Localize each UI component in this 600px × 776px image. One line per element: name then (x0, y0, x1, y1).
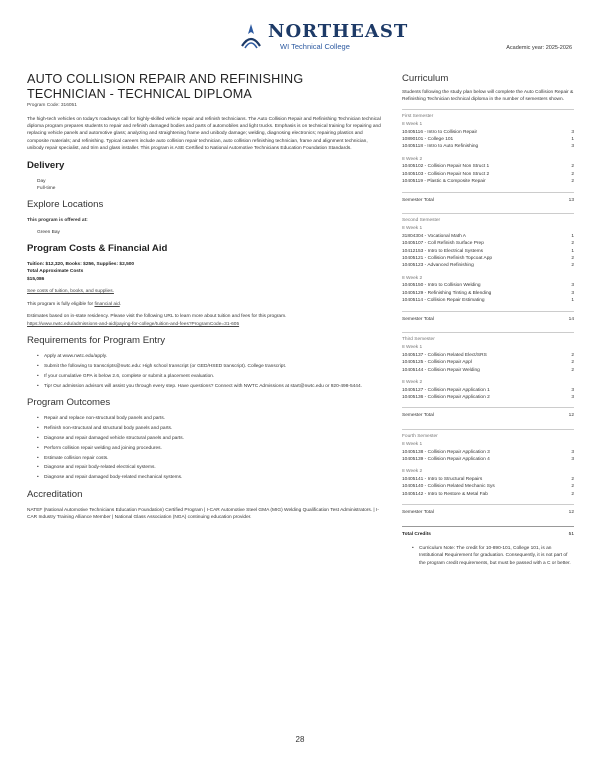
week-label: 8 Week 2 (402, 156, 423, 162)
course-row (402, 255, 574, 262)
semester-total-value: 14 (568, 316, 574, 322)
course-name: 10405119 - Plastic & Composite Repair (402, 179, 486, 185)
aid-suffix: . (119, 301, 122, 307)
course-row (402, 449, 574, 456)
course-credits: 2 (571, 241, 574, 247)
list-item: • Estimate collision repair costs. (37, 455, 383, 462)
course-row (402, 367, 574, 374)
total-credits-value: 51 (568, 531, 574, 537)
list-item: • Diagnose and repair damaged body-related mechanical systems. (37, 474, 383, 481)
course-name: 10405144 - Collision Repair Welding (402, 367, 480, 373)
course-credits: 2 (571, 171, 574, 177)
course-row (402, 262, 574, 269)
course-credits: 3 (571, 144, 574, 150)
course-name: 10405121 - Collision Refinish Topcoat App (402, 256, 493, 262)
semester-total-label: Semester Total (402, 316, 434, 322)
offered-at-label: This program is offered at: (27, 218, 88, 224)
course-credits: 2 (571, 491, 574, 497)
list-item: • Diagnose and repair body-related electrical systems. (37, 464, 383, 471)
program-description: The high-tech vehicles on today's roadways call for highly-skilled vehicle repair and refinish technicians. The Auto Collision Repair and Refinishing Technician technical diploma program prepares students to repair and refinish damaged bodies and parts of automobiles and light trucks. Emphasis is on technical training for repairing and replacing vehicle panels and automotive glass; analyzing and straightening frame and unibody damage; welding, diagnosing electronics; repairing plastics and composite materials; and refinishing. Typical careers include auto collision repair technician, auto collision refinishing technician, frame and alignment technician, unibody repair specialist, and trim and glass installer. This program is ASE Certified to National Automotive Technicians Education Foundation Standards. (27, 116, 381, 152)
course-row (402, 297, 574, 304)
semester-block (402, 429, 574, 521)
week-label: 8 Week 2 (402, 275, 423, 281)
course-name: 10405103 - Collision Repair Non Struct 2 (402, 171, 490, 177)
course-credits: 1 (571, 233, 574, 239)
accreditation-heading: Accreditation (27, 488, 83, 500)
course-name: 10405107 - Coll Refinish Surface Prep (402, 241, 484, 247)
semester-block (402, 332, 574, 424)
delivery-heading: Delivery (27, 159, 65, 171)
list-item: • Tip! Our admission advisors will assist you through every step. Have questions? Connect with NWTC Admissions at start@nwtc.edu or 920-498-5444. (37, 383, 383, 390)
course-credits: 3 (571, 387, 574, 393)
course-row (402, 282, 574, 289)
aid-prefix: This program is fully eligible for (27, 301, 95, 307)
curriculum-intro: Students following the study plan below will complete the Auto Collision Repair & Refinishing Technician technical diploma in the number of semesters shown. (402, 89, 574, 103)
course-credits: 2 (571, 367, 574, 373)
list-item: • Repair and replace non-structural body panels and parts. (37, 415, 383, 422)
course-name: 10405139 - Collision Repair Application 4 (402, 457, 490, 463)
course-row (402, 129, 574, 136)
curriculum-note: • Curriculum Note: The credit for 10-890-101, College 101, is an Institutional Requirement for graduation. Consequently, it is not part of the program credit requirements, but must be passed with a C or better. (412, 545, 574, 567)
course-credits: 3 (571, 283, 574, 289)
semester-total (402, 311, 574, 327)
location-item: Green Bay (37, 229, 60, 235)
course-name: 10405118 - Intro to Auto Refinishing (402, 144, 479, 150)
course-credits: 3 (571, 129, 574, 135)
course-name: 10405140 - Collision Related Mechanic Sys (402, 484, 495, 490)
course-credits: 3 (571, 394, 574, 400)
requirements-heading: Requirements for Program Entry (27, 334, 166, 346)
total-cost-value: $15,086 (27, 276, 45, 282)
week-label: 8 Week 2 (402, 469, 423, 475)
course-credits: 2 (571, 476, 574, 482)
course-credits: 2 (571, 256, 574, 262)
course-credits: 1 (571, 298, 574, 304)
estimate-text: Estimates based on in-state residency. Please visit the following URL to learn more about tuition and fees for this program. (27, 314, 287, 320)
locations-heading: Explore Locations (27, 199, 104, 211)
semester-total (402, 504, 574, 520)
semester-total (402, 192, 574, 208)
accreditation-text: NATEF (National Automotive Technicians Education Foundation) Certified Program | I-CAR Automotive Steel GMA (MIG) Welding Qualification Test Administrators. | I-CAR Industry Training Alliance Member | National Glass Association (NGA) continuing education provider. (27, 507, 379, 521)
course-row (402, 456, 574, 463)
college-logo (238, 18, 409, 58)
tuition-url-link[interactable]: https://www.nwtc.edu/admissions-and-aid/paying-for-college/tuition-and-fees?ProgramCode=31-605 (27, 321, 240, 327)
course-row (402, 394, 574, 401)
academic-year: Academic year: 2025-2026 (506, 45, 572, 51)
program-details-column (27, 72, 383, 526)
list-item: • Perform collision repair welding and joining procedures. (37, 445, 383, 452)
course-name: 10405114 - Collision Repair Estimating (402, 298, 485, 304)
course-name: 10405137 - Collision Related Elect/SRS (402, 352, 487, 358)
page-number: 28 (295, 735, 305, 744)
semester-total-label: Semester Total (402, 197, 434, 203)
course-name: 10405129 - Refinishing Tinting & Blending (402, 290, 492, 296)
week-label: 8 Week 2 (402, 380, 423, 386)
course-credits: 2 (571, 484, 574, 490)
course-name: 10405102 - Collision Repair Non Struct 1 (402, 164, 490, 170)
financial-aid-line (27, 301, 383, 308)
week-label: 8 Week 1 (402, 226, 423, 232)
course-name: 10405125 - Collision Repair Appl (402, 360, 472, 366)
week-label: 8 Week 1 (402, 442, 423, 448)
compass-star-icon (238, 22, 264, 52)
tuition-line: Tuition: $12,320, Books: $256, Supplies: $2,500 (27, 262, 135, 268)
course-row (402, 483, 574, 490)
course-credits: 2 (571, 360, 574, 366)
semester-total-label: Semester Total (402, 510, 434, 516)
course-credits: 3 (571, 290, 574, 296)
course-row (402, 240, 574, 247)
course-row (402, 143, 574, 150)
program-title: AUTO COLLISION REPAIR AND REFINISHING TECHNICIAN - TECHNICAL DIPLOMA (27, 72, 304, 102)
curriculum-heading: Curriculum (402, 73, 449, 84)
outcomes-list (27, 415, 383, 482)
course-name: 10890101 - College 101 (402, 136, 454, 142)
requirements-list (27, 353, 383, 390)
course-credits: 3 (571, 449, 574, 455)
list-item: • Refinish non-structural and structural body panels and parts. (37, 425, 383, 432)
course-name: 10405141 - Intro to Structural Repairs (402, 476, 483, 482)
list-item: • Submit the following to transcripts@nwtc.edu: High school transcript (or GED/HSED transcript). College transcript. (37, 363, 383, 370)
semester-total-label: Semester Total (402, 413, 434, 419)
total-credits-row (402, 526, 574, 538)
course-row (402, 476, 574, 483)
course-row (402, 136, 574, 143)
program-code: Program Code: 316051 (27, 103, 77, 109)
course-row (402, 233, 574, 240)
delivery-list (27, 178, 383, 193)
costs-heading: Program Costs & Financial Aid (27, 243, 168, 255)
course-credits: 2 (571, 263, 574, 269)
logo-subtitle: WI Technical College (280, 42, 350, 51)
course-row (402, 248, 574, 255)
week-label: 8 Week 1 (402, 345, 423, 351)
course-name: 10405136 - Collision Repair Application 2 (402, 394, 490, 400)
course-name: 31804304 - Vocational Math A (402, 233, 467, 239)
curriculum-note-list (402, 545, 574, 567)
course-name: 10405150 - Intro to Collision Welding (402, 283, 481, 289)
delivery-item: Day (37, 178, 46, 184)
financial-aid-link[interactable]: financial aid (94, 301, 120, 307)
outcomes-heading: Program Outcomes (27, 397, 111, 409)
curriculum-column (402, 72, 574, 570)
semester-total-value: 13 (568, 197, 574, 203)
course-row (402, 352, 574, 359)
course-name: 10405116 - Intro to Collision Repair (402, 129, 478, 135)
course-name: 10405138 - Collision Repair Application 3 (402, 449, 490, 455)
course-credits: 2 (571, 179, 574, 185)
semester-total (402, 407, 574, 423)
course-row (402, 359, 574, 366)
see-costs-link[interactable]: See costs of tuition, books, and supplies. (27, 289, 114, 295)
list-item: • If your cumulative GPA is below 2.6, complete or submit a placement evaluation. (37, 373, 383, 380)
course-row (402, 491, 574, 498)
course-row (402, 178, 574, 185)
semester-total-value: 12 (568, 510, 574, 516)
logo-name: NORTHEAST (268, 21, 409, 42)
course-credits: 2 (571, 352, 574, 358)
semester-block (402, 109, 574, 208)
semester-name: Fourth Semester (402, 433, 438, 439)
page-header (0, 18, 600, 58)
semester-total-value: 12 (568, 413, 574, 419)
estimate-note (27, 313, 383, 328)
course-row (402, 171, 574, 178)
week-label: 8 Week 1 (402, 122, 423, 128)
course-name: 10405142 - Intro to Restore & Metal Fab (402, 491, 488, 497)
course-row (402, 387, 574, 394)
semester-name: First Semester (402, 113, 434, 119)
list-item: • Apply at www.nwtc.edu/apply. (37, 353, 383, 360)
list-item: • Diagnose and repair damaged vehicle structural panels and parts. (37, 435, 383, 442)
course-name: 10405123 - Advanced Refinishing (402, 263, 474, 269)
semester-name: Second Semester (402, 217, 441, 223)
semester-block (402, 213, 574, 327)
delivery-item: Full-time (37, 186, 56, 192)
course-row (402, 163, 574, 170)
course-credits: 1 (571, 136, 574, 142)
course-row (402, 290, 574, 297)
course-name: 10405127 - Collision Repair Application 1 (402, 387, 490, 393)
course-credits: 3 (571, 457, 574, 463)
course-name: 10412153 - Intro to Electrical Systems (402, 248, 484, 254)
semester-name: Third Semester (402, 336, 435, 342)
course-credits: 1 (571, 248, 574, 254)
total-credits-label: Total Credits (402, 531, 431, 537)
course-credits: 2 (571, 164, 574, 170)
total-cost-label: Total Approximate Costs (27, 269, 84, 275)
